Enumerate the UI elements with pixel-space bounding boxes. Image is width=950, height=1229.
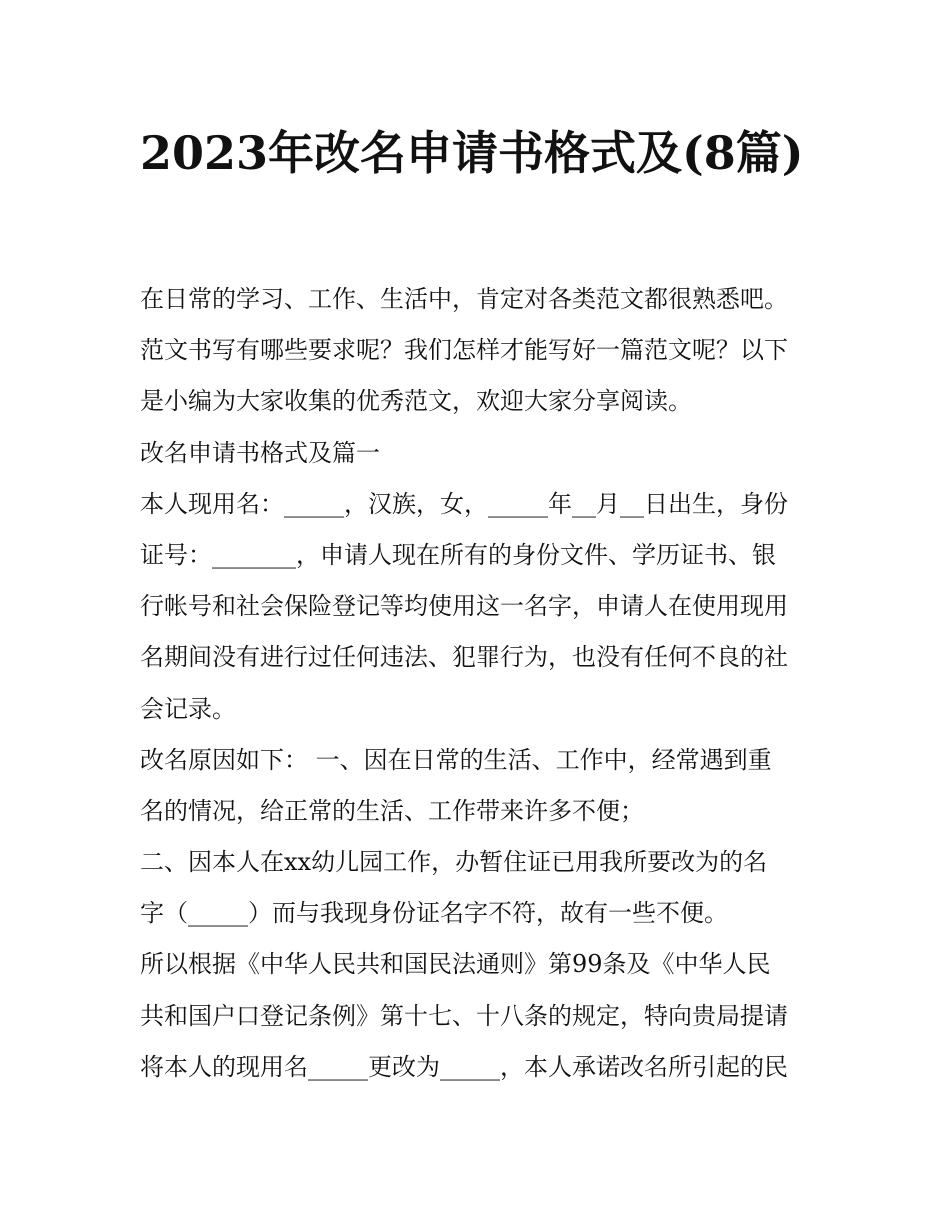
- body-line: 所以根据《中华人民共和国民法通则》第99条及《中华人民: [140, 950, 771, 979]
- document-body: [140, 274, 830, 1093]
- body-line: 二、因本人在xx幼儿园工作，办暂住证已用我所要改为的名: [140, 848, 768, 877]
- body-line: 字（_____）而与我现身份证名字不符，故有一些不便。: [140, 899, 728, 928]
- body-line: 行帐号和社会保险登记等均使用这一名字，申请人在使用现用: [140, 592, 788, 621]
- body-line: 改名原因如下： 一、因在日常的生活、工作中，经常遇到重: [140, 745, 772, 774]
- body-line: 证号：_______，申请人现在所有的身份文件、学历证书、银: [140, 540, 776, 569]
- document-title: 2023年改名申请书格式及(8篇): [140, 126, 804, 180]
- body-line: 名的情况，给正常的生活、工作带来许多不便；: [140, 796, 644, 825]
- body-line: 范文书写有哪些要求呢？我们怎样才能写好一篇范文呢？以下: [140, 336, 788, 365]
- body-line: 是小编为大家收集的优秀范文，欢迎大家分享阅读。: [140, 387, 692, 416]
- section-heading: 改名申请书格式及篇一: [140, 438, 380, 467]
- body-line: 共和国户口登记条例》第十七、十八条的规定，特向贵局提请: [140, 1001, 788, 1030]
- body-line: 会记录。: [140, 694, 236, 723]
- body-line: 将本人的现用名_____更改为_____，本人承诺改名所引起的民: [140, 1052, 788, 1081]
- body-line: 本人现用名：_____，汉族，女，_____年__月__日出生，身份: [140, 489, 788, 518]
- body-line: 名期间没有进行过任何违法、犯罪行为，也没有任何不良的社: [140, 643, 788, 672]
- body-line: 在日常的学习、工作、生活中，肯定对各类范文都很熟悉吧。: [140, 285, 788, 313]
